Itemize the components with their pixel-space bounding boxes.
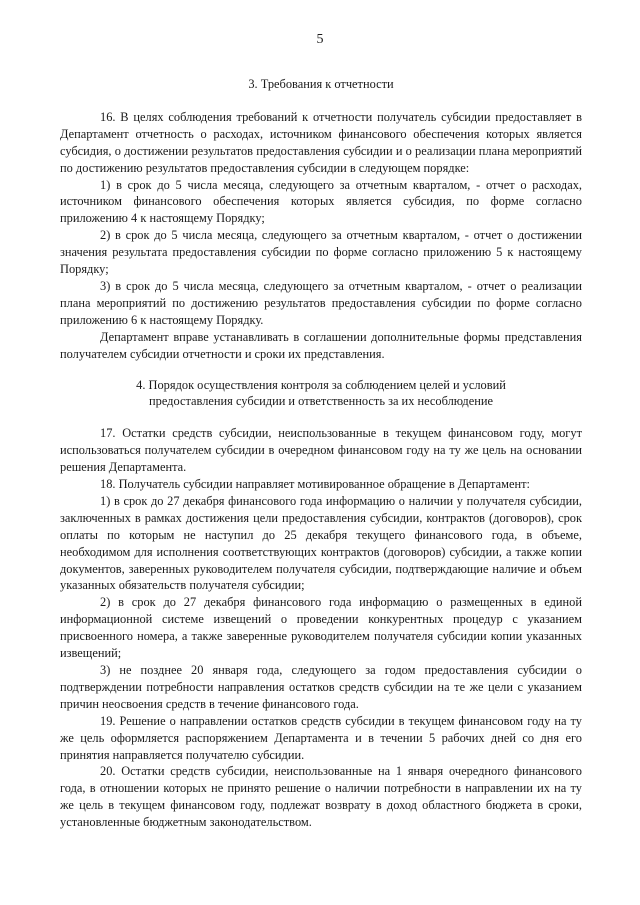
- paragraph-16-item-2: 2) в срок до 5 числа месяца, следующего за отчетным кварталом, - отчет о достижении значения результата предоставления субсидии по форме согласно приложению 5 к настоящему Порядку;: [60, 228, 582, 277]
- section-4-title-line-2: предоставления субсидии и ответственность за их несоблюдение: [149, 394, 493, 409]
- section-3-title: 3. Требования к отчетности: [248, 77, 394, 91]
- paragraph-20: 20. Остатки средств субсидии, неиспользованные на 1 января очередного финансового года, в отношении которых не принято решение о наличии потребности в направлении их на ту же цель в текущем финансовом году, подлежат возврату в доход областного бюджета в сроки, установленные бюджетным законодательством.: [60, 764, 582, 830]
- paragraph-16-item-1: 1) в срок до 5 числа месяца, следующего за отчетным кварталом, - отчет о расходах, источником финансового обеспечения которых является субсидия, по форме согласно приложению 4 к настоящему Порядку;: [60, 177, 582, 226]
- paragraph-18-item-2: 2) в срок до 27 декабря финансового года информацию о размещенных в единой информационной системе извещений о проведении конкурентных процедур с указанием присвоенного номера, а также заверенные руководителем получателя субсидии копии указанных извещений;: [60, 595, 582, 661]
- paragraph-18-item-3: 3) не позднее 20 января года, следующего за годом предоставления субсидии о подтверждении потребности направления остатков средств субсидии на те же цели с указанием причин неосвоения средств в течение финансового года.: [60, 663, 582, 711]
- paragraph-16-item-3: 3) в срок до 5 числа месяца, следующего за отчетным кварталом, - отчет о реализации плана мероприятий по достижению результатов предоставления субсидии по форме согласно приложению 6 к настоящему Порядку.: [60, 278, 582, 327]
- document-body: [60, 76, 582, 831]
- paragraph-18-item-1: 1) в срок до 27 декабря финансового года информацию о наличии у получателя субсидии, заключенных в рамках достижения цели предоставления субсидии, контрактов (договоров), срок оплаты по которым не наступил до 25 декабря текущего финансового года, в объеме, необходимом для исполнения соответствующих контрактов (договоров) субсидии, а также копии документов, заверенных руководителем получателя субсидии, подтверждающие наличие и объем указанных обязательств получателя субсидии;: [60, 493, 582, 593]
- section-4-title-line-1: 4. Порядок осуществления контроля за соблюдением целей и условий: [136, 377, 506, 392]
- page-number: 5: [316, 32, 324, 47]
- paragraph-16: 16. В целях соблюдения требований к отчетности получатель субсидии предоставляет в Департамент отчетность о расходах, источником финансового обеспечения которых является субсидия, о достижении результатов предоставления субсидии и о реализации плана мероприятий по достижению результатов предоставления субсидии в следующем порядке:: [60, 109, 582, 175]
- section-4-title: [60, 377, 582, 411]
- paragraph-18: 18. Получатель субсидии направляет мотивированное обращение в Департамент:: [100, 477, 530, 492]
- paragraph-department-rights: Департамент вправе устанавливать в соглашении дополнительные формы представления получателем субсидии отчетности и сроки их представления.: [60, 329, 582, 361]
- paragraph-19: 19. Решение о направлении остатков средств субсидии в текущем финансовом году на ту же цель оформляется распоряжением Департамента и в течении 5 рабочих дней со дня его принятия направляется получателю субсидии.: [60, 713, 582, 762]
- paragraph-17: 17. Остатки средств субсидии, неиспользованные в текущем финансовом году, могут использоваться получателем субсидии в очередном финансовом году на ту же цель на основании решения Департамента.: [60, 426, 582, 475]
